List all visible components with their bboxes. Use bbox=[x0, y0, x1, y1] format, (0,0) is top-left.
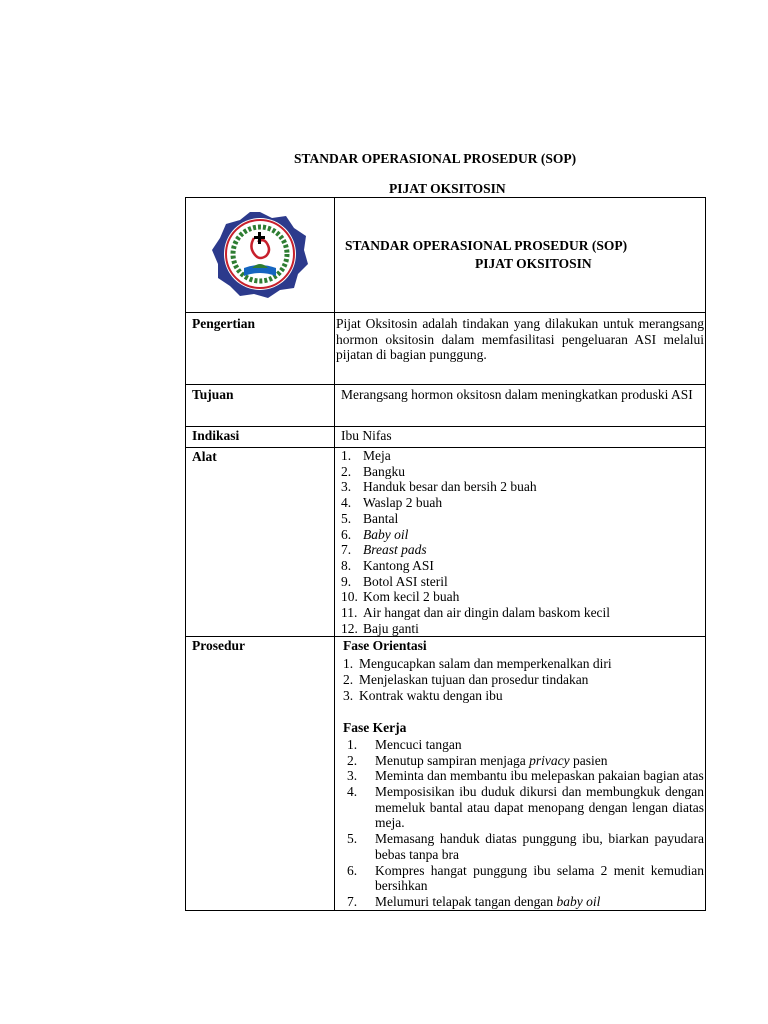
tujuan-row bbox=[186, 385, 706, 427]
orientasi-list bbox=[335, 656, 705, 703]
alat-item-text: Breast pads bbox=[363, 542, 427, 558]
kerja-item bbox=[335, 753, 705, 769]
kerja-item-text: Mencuci tangan bbox=[375, 736, 462, 752]
kerja-item bbox=[335, 894, 705, 910]
alat-item-number: 11. bbox=[341, 605, 358, 621]
alat-item-number: 6. bbox=[341, 526, 352, 542]
alat-item bbox=[341, 511, 705, 527]
header-title-cell bbox=[335, 198, 706, 313]
indikasi-label: Indikasi bbox=[186, 427, 335, 448]
kerja-item-number: 2. bbox=[347, 752, 358, 768]
alat-item-text: Handuk besar dan bersih 2 buah bbox=[363, 479, 537, 495]
orientasi-item bbox=[335, 656, 705, 672]
orientasi-item-text: Mengucapkan salam dan memperkenalkan diri bbox=[359, 656, 612, 672]
alat-item-number: 5. bbox=[341, 510, 352, 526]
prosedur-label: Prosedur bbox=[186, 637, 335, 910]
alat-item bbox=[341, 621, 705, 637]
alat-label: Alat bbox=[186, 448, 335, 637]
orientasi-item-number: 3. bbox=[343, 687, 354, 703]
institution-seal-icon bbox=[210, 208, 310, 298]
pengertian-row bbox=[186, 313, 706, 385]
fase-kerja-heading: Fase Kerja bbox=[343, 720, 407, 736]
tujuan-label: Tujuan bbox=[186, 385, 335, 427]
alat-item-text: Baju ganti bbox=[363, 620, 419, 636]
alat-list-cell bbox=[335, 448, 706, 637]
alat-item-number: 8. bbox=[341, 557, 352, 573]
orientasi-item bbox=[335, 672, 705, 688]
kerja-item bbox=[335, 784, 705, 831]
tujuan-text: Merangsang hormon oksitosn dalam meningkatkan produski ASI bbox=[335, 385, 706, 427]
alat-item-text: Kom kecil 2 buah bbox=[363, 589, 460, 605]
alat-item-text: Bantal bbox=[363, 510, 399, 526]
alat-item-text: Bangku bbox=[363, 463, 405, 479]
alat-item bbox=[341, 448, 705, 464]
alat-item-number: 9. bbox=[341, 573, 352, 589]
orientasi-item-number: 1. bbox=[343, 656, 354, 672]
kerja-item-number: 4. bbox=[347, 784, 358, 800]
alat-item-number: 12. bbox=[341, 620, 358, 636]
alat-row bbox=[186, 448, 706, 637]
pengertian-text: Pijat Oksitosin adalah tindakan yang dilakukan untuk merangsang hormon oksitosin dalam memfasilitasi pengeluaran ASI melalui pijatan di bagian punggung. bbox=[335, 313, 706, 385]
fase-orientasi-heading: Fase Orientasi bbox=[343, 638, 427, 654]
kerja-item bbox=[335, 863, 705, 894]
kerja-item-number: 1. bbox=[347, 736, 358, 752]
kerja-list bbox=[335, 737, 705, 910]
alat-item-number: 2. bbox=[341, 463, 352, 479]
kerja-item-text: Memposisikan ibu duduk dikursi dan membungkuk dengan memeluk bantal atau dapat menopang dengan lengan diatas meja. bbox=[375, 784, 704, 831]
kerja-item-text: Memasang handuk diatas punggung ibu, biarkan payudara bebas tanpa bra bbox=[375, 831, 704, 862]
alat-item bbox=[341, 589, 705, 605]
kerja-item-text: Meminta dan membantu ibu melepaskan pakaian bagian atas bbox=[375, 768, 704, 784]
alat-item-number: 7. bbox=[341, 542, 352, 558]
alat-item bbox=[341, 479, 705, 495]
orientasi-item-text: Menjelaskan tujuan dan prosedur tindakan bbox=[359, 671, 589, 687]
kerja-item-number: 3. bbox=[347, 768, 358, 784]
alat-item bbox=[341, 574, 705, 590]
alat-item-text: Air hangat dan air dingin dalam baskom kecil bbox=[363, 605, 611, 621]
kerja-item-text: Menutup sampiran menjaga privacy pasien bbox=[375, 752, 608, 768]
alat-item-number: 4. bbox=[341, 495, 352, 511]
alat-item bbox=[341, 464, 705, 480]
kerja-item-number: 7. bbox=[347, 893, 358, 909]
sop-table bbox=[185, 197, 706, 911]
alat-item bbox=[341, 495, 705, 511]
orientasi-item bbox=[335, 688, 705, 704]
kerja-item bbox=[335, 831, 705, 862]
kerja-item-number: 5. bbox=[347, 831, 358, 847]
orientasi-item-number: 2. bbox=[343, 671, 354, 687]
alat-item-text: Kantong ASI bbox=[363, 557, 434, 573]
logo-cell bbox=[186, 198, 335, 313]
alat-list bbox=[335, 448, 705, 636]
alat-item-number: 10. bbox=[341, 589, 358, 605]
alat-item bbox=[341, 558, 705, 574]
alat-item-number: 3. bbox=[341, 479, 352, 495]
header-row bbox=[186, 198, 706, 313]
alat-item-number: 1. bbox=[341, 448, 352, 463]
alat-item-text: Meja bbox=[363, 448, 391, 463]
prosedur-cell bbox=[335, 637, 706, 910]
document-title: STANDAR OPERASIONAL PROSEDUR (SOP) bbox=[294, 151, 577, 166]
header-subtitle: PIJAT OKSITOSIN bbox=[475, 256, 592, 271]
pengertian-label: Pengertian bbox=[186, 313, 335, 385]
alat-item bbox=[341, 527, 705, 543]
alat-item bbox=[341, 542, 705, 558]
kerja-item-italic: privacy bbox=[529, 752, 570, 768]
alat-item-text: Botol ASI steril bbox=[363, 573, 448, 589]
orientasi-item-text: Kontrak waktu dengan ibu bbox=[359, 687, 503, 703]
kerja-item-text: Melumuri telapak tangan dengan baby oil bbox=[375, 893, 601, 909]
kerja-item bbox=[335, 768, 705, 784]
alat-item bbox=[341, 605, 705, 621]
prosedur-row bbox=[186, 637, 706, 910]
kerja-item-italic: baby oil bbox=[556, 893, 601, 909]
kerja-item-text: Kompres hangat punggung ibu selama 2 menit kemudian bersihkan bbox=[375, 862, 704, 894]
kerja-item bbox=[335, 737, 705, 753]
document-subtitle: PIJAT OKSITOSIN bbox=[389, 181, 506, 196]
alat-item-text: Waslap 2 buah bbox=[363, 495, 443, 511]
kerja-item-number: 6. bbox=[347, 862, 358, 878]
indikasi-text: Ibu Nifas bbox=[335, 427, 706, 448]
alat-item-text: Baby oil bbox=[363, 526, 409, 542]
header-title: STANDAR OPERASIONAL PROSEDUR (SOP) bbox=[345, 238, 628, 253]
indikasi-row bbox=[186, 427, 706, 448]
